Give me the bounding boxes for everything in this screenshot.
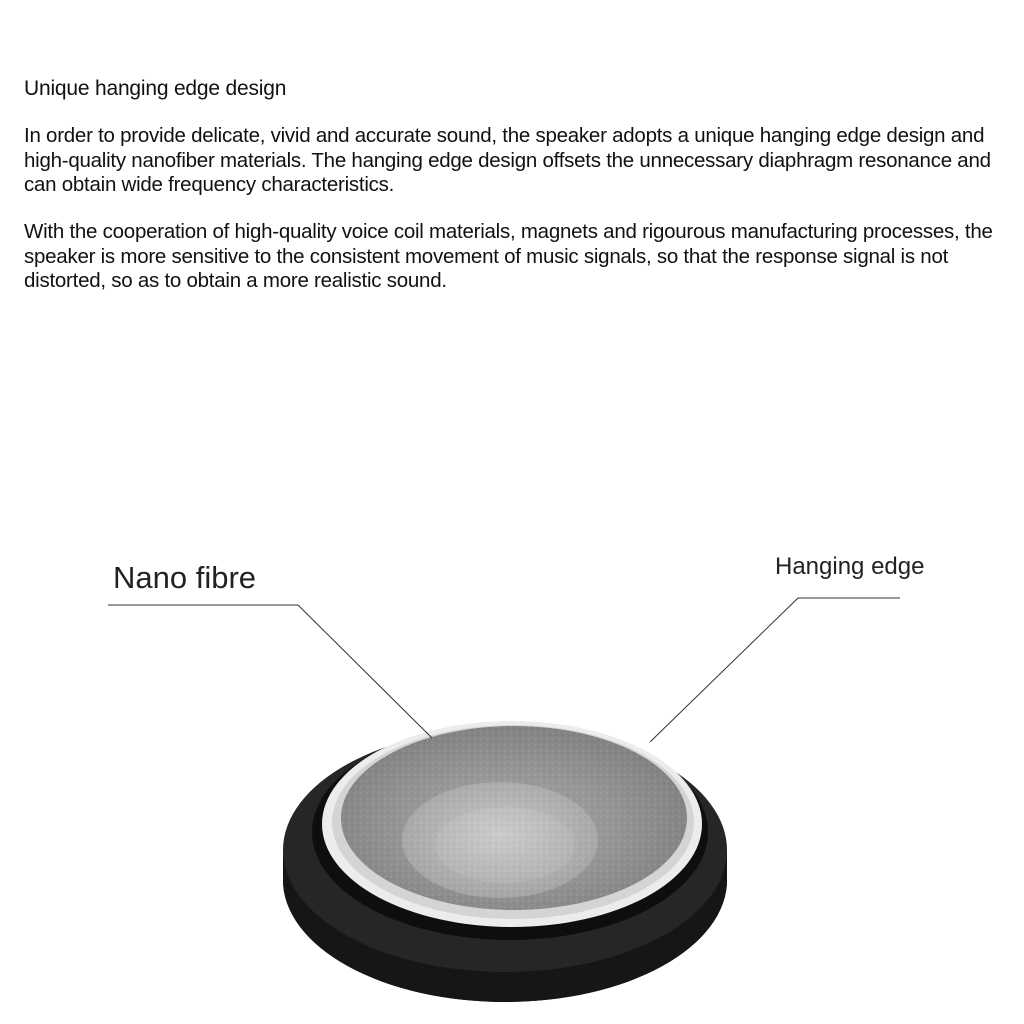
nano-fibre-leader-diagonal bbox=[298, 605, 432, 738]
nano-fibre-label: Nano fibre bbox=[113, 560, 257, 595]
page-title: Unique hanging edge design bbox=[24, 77, 287, 100]
rim-notch bbox=[317, 736, 334, 754]
leader-lines bbox=[108, 598, 900, 742]
hanging-edge-leader-diagonal bbox=[650, 598, 798, 742]
description-paragraph-2: With the cooperation of high-quality voice coil materials, magnets and rigourous manufacturing processes, the speaker is more sensitive to the consistent movement of music signals, so that the response signal is not distorted, so as to obtain a more realistic sound. bbox=[24, 220, 993, 292]
description-paragraph-1: In order to provide delicate, vivid and accurate sound, the speaker adopts a unique hanging edge design and high-quality nanofiber materials. The hanging edge design offsets the unnecessary diaphragm resonance and can obtain wide frequency characteristics. bbox=[24, 124, 991, 196]
hanging-edge-label: Hanging edge bbox=[775, 553, 925, 580]
speaker-driver-illustration bbox=[0, 540, 1024, 1024]
